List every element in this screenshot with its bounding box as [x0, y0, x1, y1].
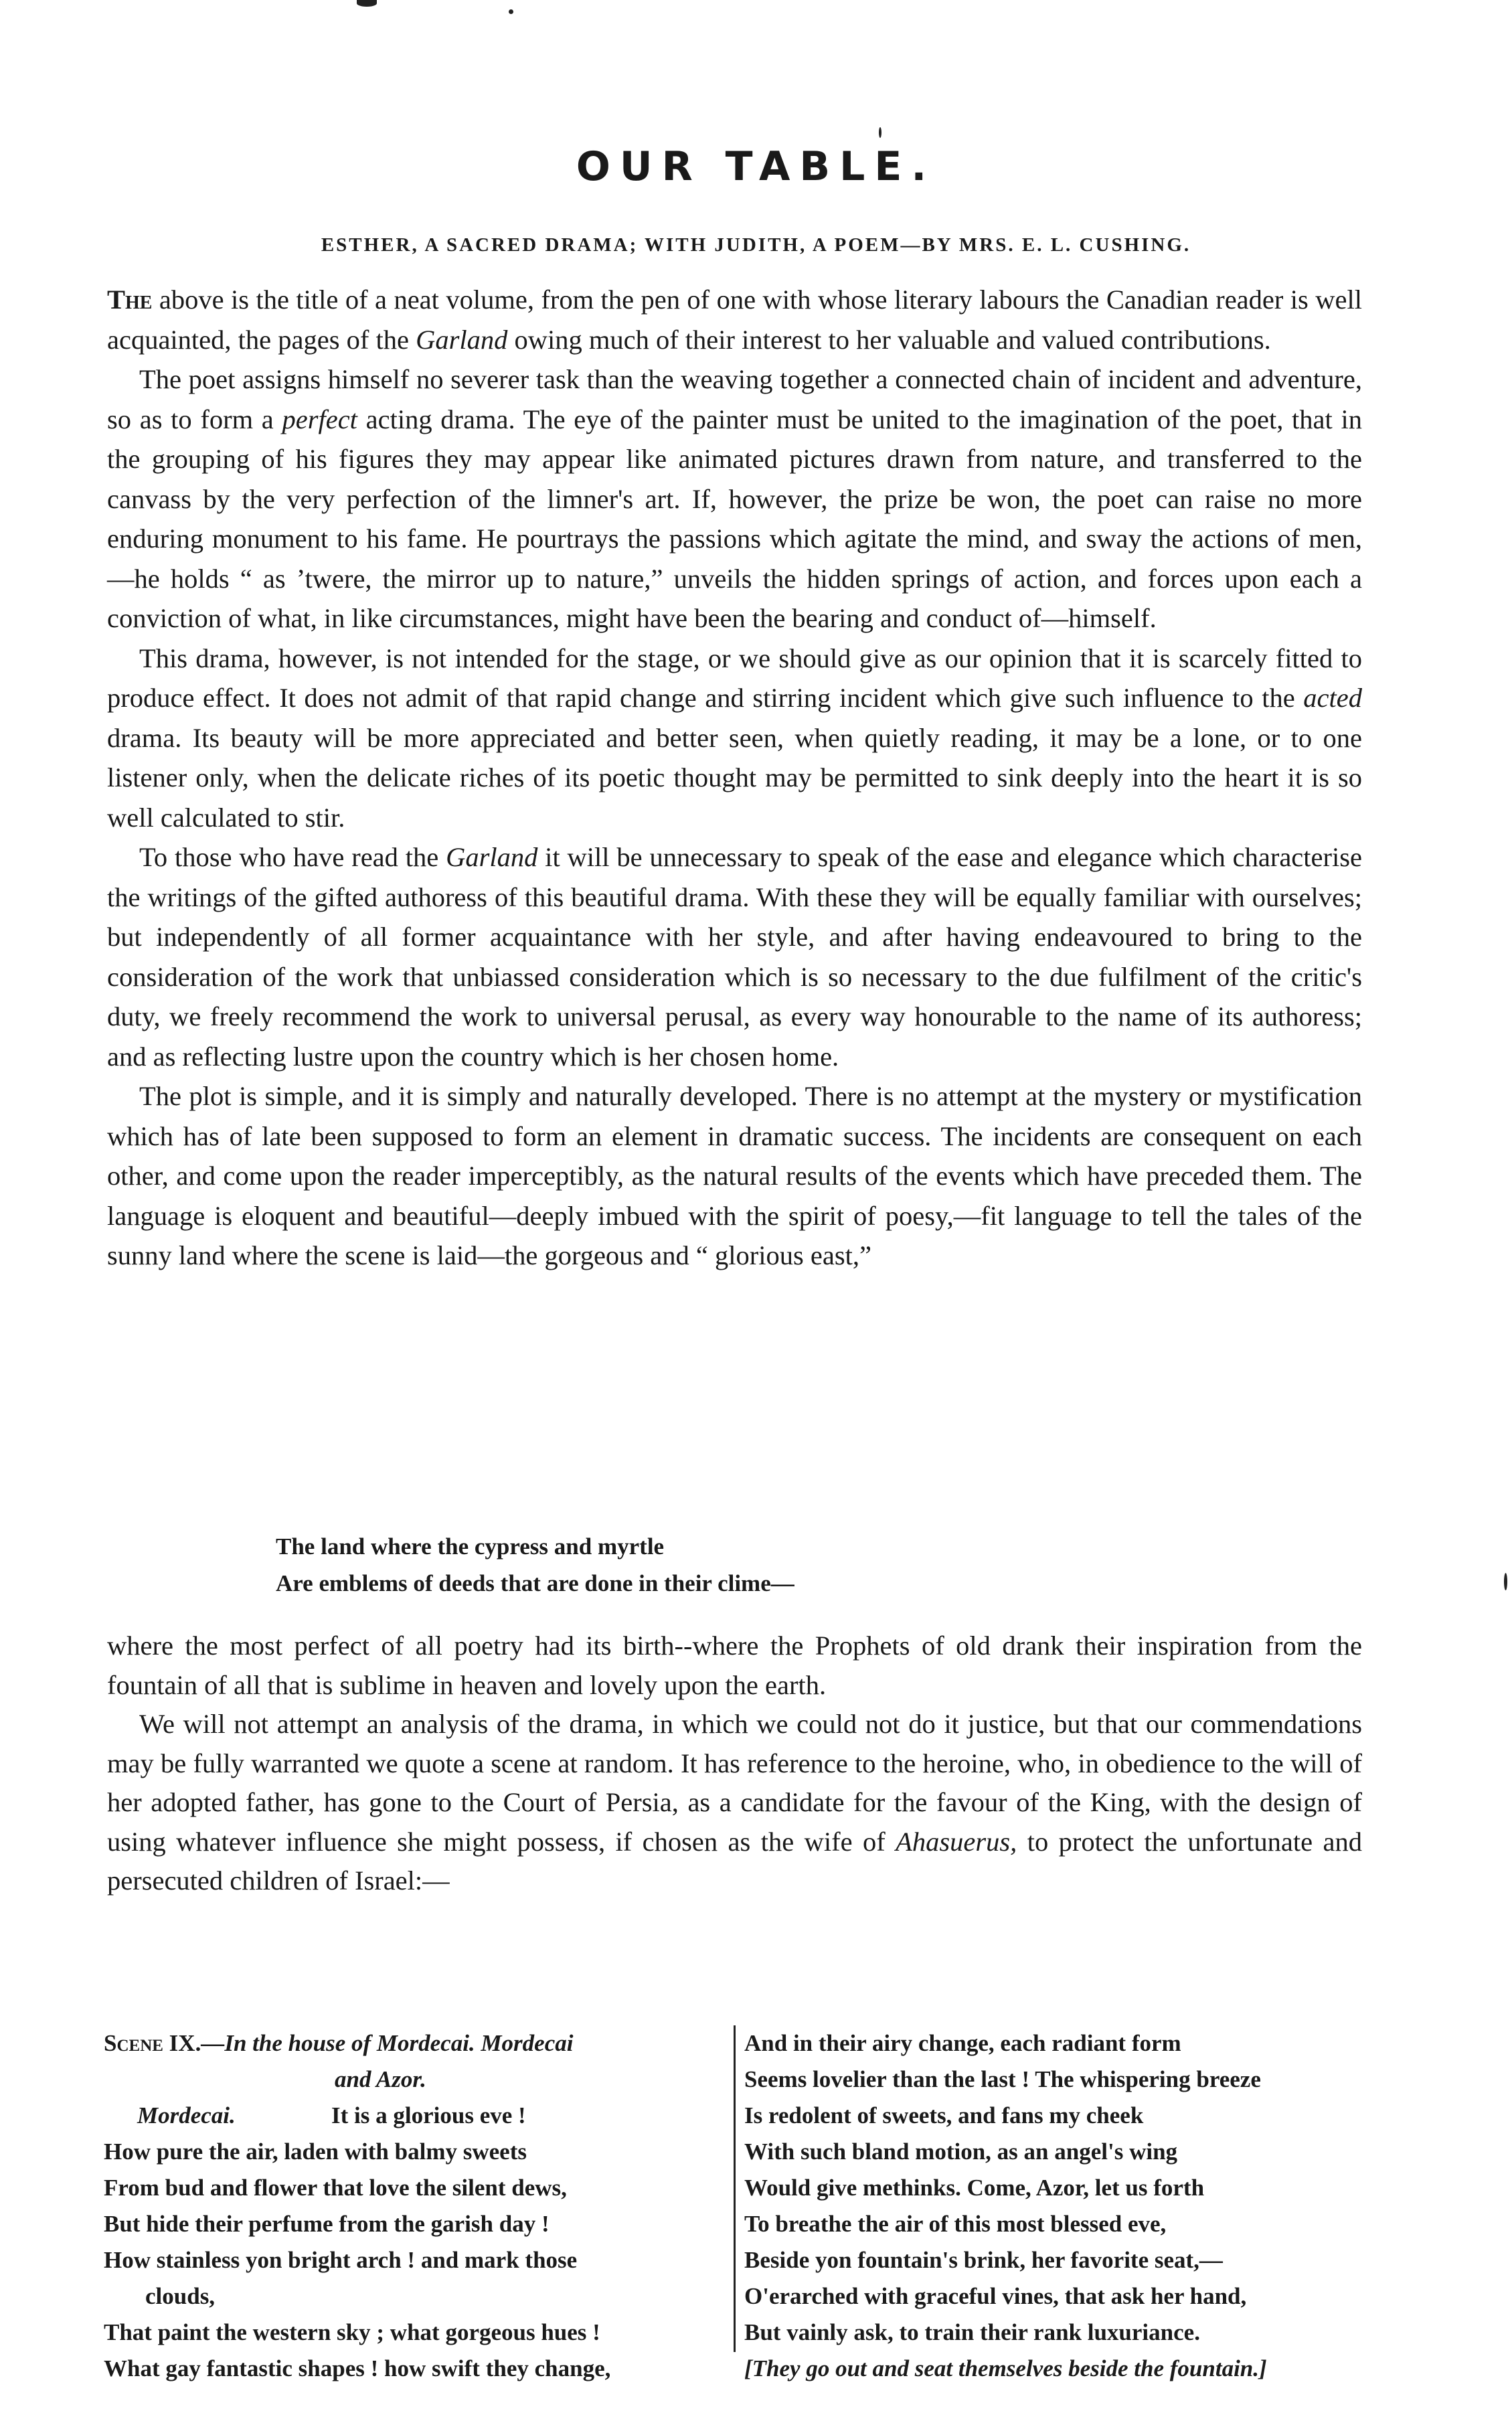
verse-line: What gay fantastic shapes ! how swift they change, [104, 2355, 611, 2381]
verse-line: Is redolent of sweets, and fans my cheek [744, 2102, 1144, 2128]
paragraph: The plot is simple, and it is simply and naturally developed. There is no attempt at the mystery or mystification which has of late been supposed to form an element in dramatic success. The incidents are consequent on each other, and come upon the reader imperceptibly, as the natural results of the events which have preceded them. The language is eloquent and beautiful—deeply imbued with the spirit of poesy,—fit language to tell the tales of the sunny land where the scene is laid—the gorgeous and “ glorious east,” [107, 1081, 1362, 1270]
verse-line: From bud and flower that love the silent dews, [104, 2175, 567, 2201]
paragraph: To those who have read the Garland it will be unnecessary to speak of the ease and elegance which characterise the writings of the gifted authoress of this beautiful drama. With these they will be equally familiar with ourselves; but independently of all former acquaintance with her style, and after having endeavoured to bring to the consideration of the work that unbiassed consideration which is so necessary to the due fulfilment of the critic's duty, we freely recommend the work to universal perusal, as every way honourable to the name of its authoress; and as reflecting lustre upon the country which is her chosen home. [107, 842, 1362, 1072]
verse-line: With such bland motion, as an angel's wing [744, 2139, 1178, 2165]
verse-line: And in their airy change, each radiant form [744, 2030, 1181, 2056]
review-body [107, 280, 1362, 1276]
paragraph: where the most perfect of all poetry had its birth--where the Prophets of old drank their inspiration from the fountain of all that is sublime in heaven and lovely upon the earth. [107, 1630, 1362, 1700]
speaker-line: Mordecai. It is a glorious eve ! [137, 2102, 526, 2128]
verse-line: That paint the western sky ; what gorgeous hues ! [104, 2319, 600, 2345]
ink-speck [1504, 1573, 1507, 1590]
paragraph: This drama, however, is not intended for the stage, or we should give as our opinion that it is scarcely fitted to produce effect. It does not admit of that rapid change and stirring incident which give such influence to the acted drama. Its beauty will be more appreciated and better seen, when quietly reading, it may be a lone, or to one listener only, when the delicate riches of its poetic thought may be permitted to sink deeply into the heart it is so well calculated to stir. [107, 643, 1362, 833]
verse-line: But vainly ask, to train their rank luxuriance. [744, 2319, 1200, 2345]
verse-line: Seems lovelier than the last ! The whispering breeze [744, 2066, 1261, 2092]
scene-right-column [744, 2025, 1367, 2387]
review-subtitle: ESTHER, A SACRED DRAMA; WITH JUDITH, A POEM—BY MRS. E. L. CUSHING. [321, 234, 1191, 256]
verse-line: Would give methinks. Come, Azor, let us forth [744, 2175, 1205, 2201]
verse-line: How stainless yon bright arch ! and mark those [104, 2247, 578, 2273]
paragraph: We will not attempt an analysis of the drama, in which we could not do it justice, but that our commendations may be fully warranted we quote a scene at random. It has reference to the heroine, who, in obedience to the will of her adopted father, has gone to the Court of Persia, as a candidate for the favour of the King, with the design of using whatever influence she might possess, if chosen as the wife of Ahasuerus, to protect the unfortunate and persecuted children of Israel:— [107, 1709, 1362, 1896]
stage-direction: [They go out and seat themselves beside the fountain.] [744, 2355, 1267, 2381]
verse-line: The land where the cypress and myrtle [276, 1533, 665, 1560]
scene-heading-continued: and Azor. [335, 2066, 426, 2092]
verse-line: But hide their perfume from the garish day ! [104, 2211, 550, 2237]
ink-speck [879, 127, 881, 138]
column-divider [734, 2025, 736, 2352]
ink-speck [509, 9, 513, 14]
verse-line: Beside yon fountain's brink, her favorite seat,— [744, 2247, 1223, 2273]
verse-quotation [276, 1528, 1146, 1602]
page-title: OUR TABLE. [576, 143, 936, 190]
ink-speck [357, 0, 377, 7]
verse-line: clouds, [145, 2283, 216, 2309]
verse-line: O'erarched with graceful vines, that ask her hand, [744, 2283, 1247, 2309]
paragraph: The above is the title of a neat volume, from the pen of one with whose literary labours the Canadian reader is well acquainted, the pages of the Garland owing much of their interest to her valuable and valued contributions. [107, 284, 1362, 355]
review-body-continued [107, 1626, 1362, 1901]
verse-line: How pure the air, laden with balmy sweets [104, 2139, 527, 2165]
verse-line: To breathe the air of this most blessed eve, [744, 2211, 1167, 2237]
verse-line: Are emblems of deeds that are done in their clime— [276, 1570, 794, 1596]
scene-left-column [104, 2025, 721, 2387]
scene-heading: Scene IX.—In the house of Mordecai. Mordecai [104, 2030, 574, 2056]
paragraph: The poet assigns himself no severer task than the weaving together a connected chain of incident and adventure, so as to form a perfect acting drama. The eye of the painter must be united to the imagination of the poet, that in the grouping of his figures they may appear like animated pictures drawn from nature, and transferred to the canvass by the very perfection of the limner's art. If, however, the prize be won, the poet can raise no more enduring monument to his fame. He pourtrays the passions which agitate the mind, and sway the actions of men, —he holds “ as ’twere, the mirror up to nature,” unveils the hidden springs of action, and forces upon each a conviction of what, in like circumstances, might have been the bearing and conduct of—himself. [107, 364, 1362, 633]
